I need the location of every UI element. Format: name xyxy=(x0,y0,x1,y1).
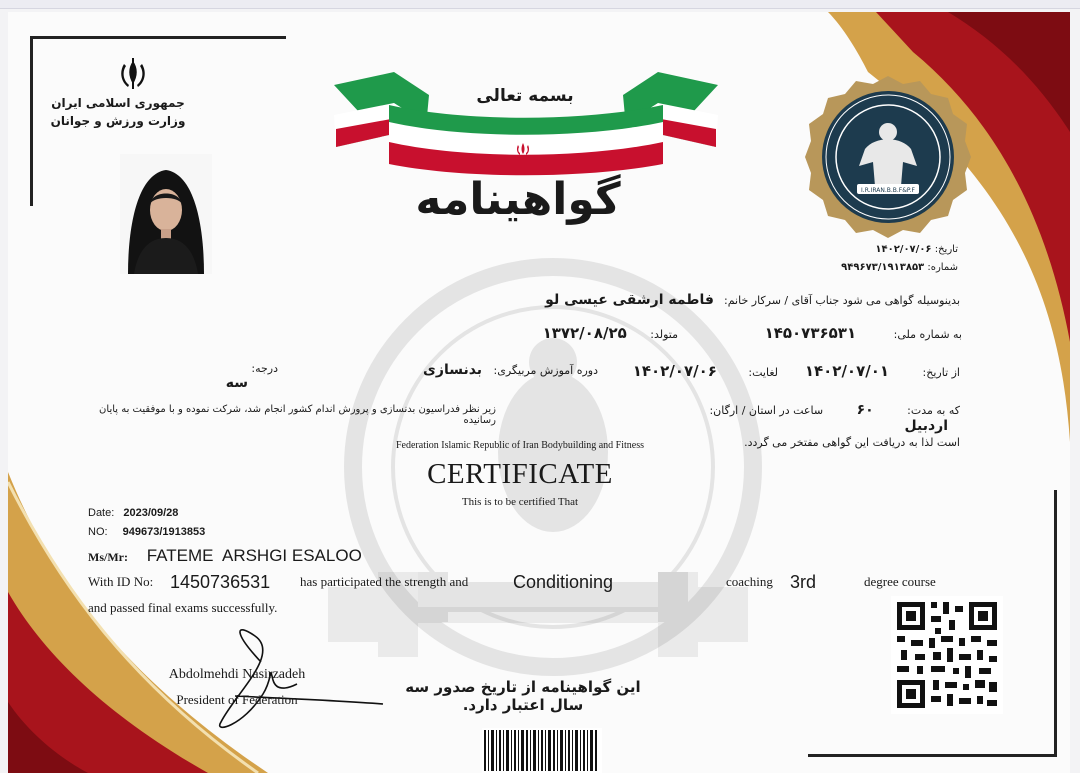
persian-intro-row xyxy=(260,292,960,308)
certificate-title-en: CERTIFICATE xyxy=(427,458,613,490)
to-date-row xyxy=(598,362,778,380)
federation-seal xyxy=(805,74,971,240)
course-value: بدنسازی xyxy=(423,362,483,378)
course-row xyxy=(388,362,598,378)
duration-suffix: ساعت در استان / ارگان: xyxy=(709,404,824,417)
window-top-border xyxy=(0,0,1080,9)
degree-value-en: 3rd xyxy=(790,572,817,592)
frame-line-bottom xyxy=(808,754,1057,757)
supervision-text: زیر نظر فدراسیون بدنسازی و پرورش اندام کشور انجام شد، شرکت نموده و با موفقیت به پایان رسانیده xyxy=(99,404,496,426)
degree-course-text: degree course xyxy=(864,574,936,589)
ministry-line2: وزارت ورزش و جوانان xyxy=(50,114,186,128)
qr-code xyxy=(891,596,1003,714)
to-date-label: لغایت: xyxy=(748,366,778,379)
issue-date-value: ۱۴۰۲/۰۷/۰۶ xyxy=(875,244,932,255)
certificate-title-fa: گواهینامه xyxy=(415,174,621,225)
flag-ribbon xyxy=(334,67,718,177)
iran-emblem-icon xyxy=(116,58,150,90)
national-id-label: به شماره ملی: xyxy=(893,328,962,341)
qr-code-icon xyxy=(891,596,1003,714)
barcode xyxy=(482,728,602,773)
holder-photo xyxy=(120,154,212,274)
from-date-label: از تاریخ: xyxy=(922,366,960,379)
id-value-en: 1450736531 xyxy=(170,572,271,592)
closing-text: است لذا به دریافت این گواهی مفتخر می گردد. xyxy=(744,436,960,449)
person-portrait-icon xyxy=(120,154,212,274)
intro-text: بدینوسیله گواهی می شود جناب آقای / سرکار خانم: xyxy=(724,294,960,307)
course-value-en: Conditioning xyxy=(513,572,614,592)
frame-line-left xyxy=(30,36,33,206)
president-name: Abdolmehdi Nasirzadeh xyxy=(168,667,306,682)
issue-info xyxy=(788,241,958,277)
birth-value: ۱۳۷۲/۰۸/۲۵ xyxy=(542,324,627,342)
holder-name-fa: فاطمه ارشقی عیسی لو xyxy=(545,292,714,308)
id-label-en: With ID No: xyxy=(88,574,154,589)
birth-label: متولد: xyxy=(650,328,678,341)
from-date-row xyxy=(760,362,960,380)
ministry-line1: جمهوری اسلامی ایران xyxy=(51,96,185,110)
degree-row xyxy=(198,362,278,391)
frame-line-right xyxy=(1054,490,1057,757)
certificate-sheet xyxy=(8,12,1070,773)
number-label-en: NO: xyxy=(88,526,108,538)
name-row-en xyxy=(88,546,362,566)
duration-label: که به مدت: xyxy=(907,404,960,417)
name-label-en: Ms/Mr: xyxy=(88,550,128,564)
federation-name-en: Federation Islamic Republic of Iran Bodybuilding and Fitness xyxy=(395,440,644,451)
province-value: اردبیل xyxy=(904,418,948,434)
validity-note: این گواهینامه از تاریخ صدور سه سال اعتبار دارد. xyxy=(405,678,641,714)
issue-number-value: ۹۴۹۶۷۳/۱۹۱۳۸۵۳ xyxy=(841,262,925,273)
number-value-en: 949673/1913853 xyxy=(122,526,206,538)
date-value-en: 2023/09/28 xyxy=(123,507,179,519)
national-id-value: ۱۴۵۰۷۳۶۵۳۱ xyxy=(764,324,857,342)
degree-label: درجه: xyxy=(251,362,278,375)
bismillah-text: بسمه تعالی xyxy=(476,86,574,106)
passed-text: and passed final exams successfully. xyxy=(88,600,278,615)
date-label-en: Date: xyxy=(88,507,115,519)
degree-value: سه xyxy=(225,375,248,391)
holder-name-en: FATEME ARSHGI ESALOO xyxy=(146,546,362,565)
persian-birth-row xyxy=(488,324,678,342)
from-date-value: ۱۴۰۲/۰۷/۰۱ xyxy=(804,362,890,380)
coaching-text: coaching xyxy=(726,574,773,589)
course-label: دوره آموزش مربیگری: xyxy=(493,364,598,377)
participated-text: has participated the strength and xyxy=(300,574,469,589)
ministry-name xyxy=(48,94,188,130)
frame-line-top-left xyxy=(30,36,286,39)
participation-row xyxy=(88,574,968,600)
issue-date-label: تاریخ: xyxy=(934,244,958,255)
seal-caption: I.R.IRAN.B.B.F&P.F xyxy=(861,187,915,194)
to-date-value: ۱۴۰۲/۰۷/۰۶ xyxy=(632,362,717,380)
issue-number-label: شماره: xyxy=(927,262,958,273)
certified-line: This is to be certified That xyxy=(461,496,579,508)
date-row-en xyxy=(88,507,178,519)
duration-value: ۶۰ xyxy=(856,402,874,418)
president-role: President of Federation xyxy=(176,692,298,707)
duration-row xyxy=(660,402,960,434)
number-row-en xyxy=(88,526,205,538)
